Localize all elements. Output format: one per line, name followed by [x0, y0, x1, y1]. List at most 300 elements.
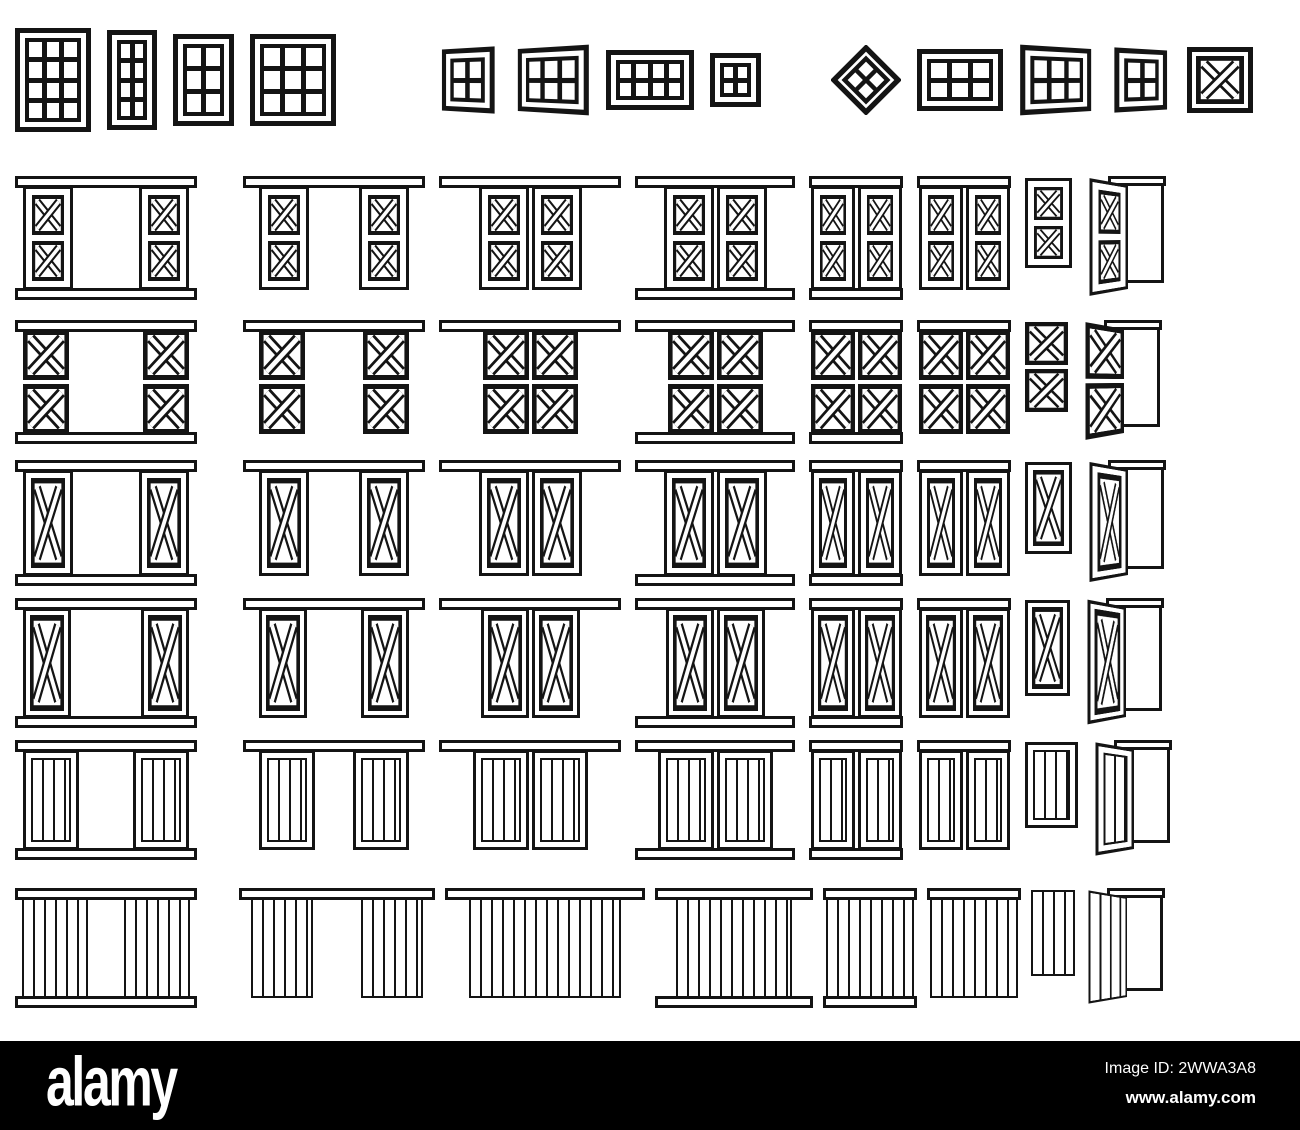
door-leaves: [811, 186, 902, 290]
shutters-two-stacked-x-boxes--single-shutter: [1025, 320, 1068, 412]
shutter-door: [664, 186, 714, 290]
door-leaves: [811, 750, 902, 850]
window-pane: [738, 83, 747, 94]
window-grid-3x4: [15, 28, 91, 132]
window-pane: [121, 44, 130, 58]
window-grid: [183, 44, 224, 116]
shutter-door: [811, 608, 855, 718]
x-brace-icon: [363, 384, 409, 434]
shutters-single-x-tall--single-shutter: [1025, 598, 1070, 696]
shutter-door: [259, 330, 305, 434]
shutter-door: [919, 750, 963, 850]
window-pane: [724, 67, 733, 78]
x-brace-icon: [483, 330, 529, 380]
door-leaves: [483, 330, 578, 434]
window-grid: [616, 60, 684, 100]
shutter-door: [717, 608, 765, 718]
window-pane: [636, 64, 647, 78]
window-pane: [469, 83, 481, 99]
shutter-door: [23, 608, 71, 718]
open-door-leaf: [1087, 600, 1126, 725]
x-brace-icon: [966, 384, 1010, 434]
window-pane: [135, 83, 144, 97]
x-brace-icon: [1095, 609, 1121, 715]
window-pane: [135, 44, 144, 58]
shutters-vertical-planks-framed--pair-open-header-and-sill: [15, 740, 197, 860]
shutter-door: [966, 330, 1010, 434]
shutter-door: [1088, 890, 1127, 1003]
shutters-vertical-planks-framed--door-open-angled: [1092, 740, 1172, 856]
door-leaves: [251, 898, 423, 998]
shutter-door: [259, 470, 309, 576]
shutters-single-x-tall--pair-closed-short-rails: [809, 598, 903, 728]
window-pane: [306, 48, 322, 66]
shutter-door: [966, 608, 1010, 718]
x-brace-icon: [32, 195, 64, 235]
x-brace-icon: [858, 384, 902, 434]
x-brace-icon: [532, 330, 578, 380]
alamy-logo: alamy: [46, 1042, 176, 1120]
x-brace-icon: [819, 478, 847, 568]
shutters-single-x-framed--pair-open-header-only: [243, 460, 425, 574]
window-pane: [187, 94, 201, 112]
shutters-single-x-tall--pair-open-header-only: [243, 598, 425, 716]
window-pane: [29, 103, 42, 118]
x-brace-icon: [488, 615, 522, 711]
x-brace-icon: [919, 384, 963, 434]
door-leaves: [919, 750, 1010, 850]
shutters-two-inset-x-panels--pair-closed-short-rails: [809, 176, 903, 300]
shutters-single-x-tall--pair-closed-header-only: [439, 598, 621, 716]
x-brace-icon: [726, 241, 758, 281]
window-grid: [927, 59, 993, 101]
shutters-two-stacked-x-boxes--pair-open-header-only: [243, 320, 425, 432]
shutters-single-x-tall--door-open-angled: [1084, 598, 1164, 724]
x-brace-icon: [1034, 187, 1063, 220]
shutter-door: [259, 608, 307, 718]
x-brace-icon: [268, 195, 300, 235]
x-brace-icon: [966, 330, 1010, 380]
window-pane: [952, 63, 968, 78]
shutter-door: [479, 186, 529, 290]
rail-board: [809, 716, 903, 728]
window-pane: [1144, 63, 1155, 77]
x-brace-icon: [487, 478, 521, 568]
x-brace-icon: [975, 241, 1001, 281]
alamy-watermark-bar: [0, 1041, 1300, 1130]
shutters-single-x-tall--pair-closed-short-header: [917, 598, 1011, 716]
x-brace-icon: [919, 330, 963, 380]
x-brace-icon: [865, 615, 895, 711]
x-brace-icon: [483, 384, 529, 434]
window-pane: [29, 42, 42, 57]
open-door-leaf: [1095, 742, 1134, 855]
shutters-two-stacked-x-boxes--door-open-angled: [1082, 320, 1162, 440]
x-brace-icon: [148, 241, 180, 281]
x-brace-icon: [532, 384, 578, 434]
door-leaves: [664, 186, 767, 290]
door-leaves: [826, 898, 914, 998]
x-brace-icon: [858, 330, 902, 380]
plank-panel: [725, 758, 765, 842]
window-pane: [1034, 83, 1047, 100]
x-brace-icon: [811, 384, 855, 434]
doors-vertical-planks--pair-open-header-and-sill: [15, 888, 197, 1008]
door-leaves: [919, 470, 1010, 576]
shutter-door: [919, 470, 963, 576]
x-brace-icon: [668, 330, 714, 380]
x-brace-icon: [926, 615, 956, 711]
shutter-door: [811, 330, 855, 434]
shutter-door: [23, 750, 79, 850]
window-pane: [285, 94, 301, 112]
window-pane: [529, 82, 540, 98]
shutter-door: [858, 186, 902, 290]
rail-board: [635, 288, 795, 300]
window-pane: [187, 71, 201, 89]
shutter-door: [1085, 322, 1124, 440]
shutters-two-inset-x-panels--pair-closed-short-header: [917, 176, 1011, 288]
rail-board: [15, 996, 197, 1008]
door-leaves: [23, 470, 189, 576]
grid-windows-row: [15, 15, 1253, 145]
shutter-door: [353, 750, 409, 850]
x-brace-icon: [368, 241, 400, 281]
x-brace-icon: [259, 330, 305, 380]
shutters-two-stacked-x-boxes--door-open-angled: [1082, 320, 1162, 440]
open-door-leaf: [1089, 178, 1128, 296]
plank-panel: [927, 758, 955, 842]
rail-board: [635, 432, 795, 444]
shutter-door: [361, 608, 409, 718]
door-leaves: [658, 750, 773, 850]
shutter-door: [1089, 462, 1128, 582]
window-pane: [264, 94, 280, 112]
rail-board: [823, 996, 917, 1008]
window-pane: [206, 71, 220, 89]
window-pane: [653, 83, 664, 97]
shutters-single-x-tall--pair-closed-header-and-sill: [635, 598, 795, 728]
rail-board: [809, 432, 903, 444]
x-brace-icon: [259, 384, 305, 434]
x-brace-icon: [266, 615, 300, 711]
window-pane: [206, 94, 220, 112]
shutters-vertical-planks-framed--pair-closed-header-and-sill: [635, 740, 795, 860]
window-pane: [64, 62, 77, 77]
window-pane: [135, 102, 144, 116]
door-leaves: [930, 898, 1018, 998]
window-pane: [545, 61, 557, 78]
window-pane: [47, 62, 60, 77]
alamy-url-text: www.alamy.com: [1125, 1088, 1256, 1107]
shutters-two-inset-x-panels--pair-closed-header-only: [439, 176, 621, 288]
rail-board: [809, 848, 903, 860]
plank-panel: [267, 758, 307, 842]
x-brace-icon: [717, 330, 763, 380]
doors-vertical-planks--door-open-angled: [1085, 888, 1165, 1004]
x-brace-icon: [23, 330, 69, 380]
image-meta: [1105, 1054, 1256, 1112]
shutter-door: [124, 898, 190, 998]
open-door-leaf: [1085, 322, 1124, 440]
shutters-vertical-planks-framed--pair-closed-short-rails: [809, 740, 903, 860]
x-brace-icon: [867, 195, 893, 235]
window-pane: [1144, 82, 1155, 96]
window-pane: [738, 67, 747, 78]
window-grid: [260, 44, 326, 116]
door-leaves: [664, 470, 767, 576]
window-pane: [973, 63, 989, 78]
rail-board: [635, 848, 795, 860]
shutter-door: [363, 330, 409, 434]
x-brace-icon: [928, 241, 954, 281]
x-brace-icon: [1196, 56, 1244, 104]
x-brace-icon: [726, 195, 758, 235]
window-pane: [47, 83, 60, 98]
shutter-door: [919, 608, 963, 718]
plank-panel: [141, 758, 181, 842]
shutter-door: [717, 470, 767, 576]
x-brace-icon: [928, 195, 954, 235]
x-brace-icon: [724, 615, 758, 711]
door-leaves: [259, 750, 409, 850]
shutter-door: [361, 898, 423, 998]
window-pane: [206, 48, 220, 66]
shutter-door: [483, 330, 529, 434]
x-brace-icon: [1098, 472, 1122, 571]
window-pane: [64, 83, 77, 98]
window-pane: [1052, 82, 1064, 99]
window-pane: [306, 71, 322, 89]
shutter-door: [23, 186, 73, 290]
x-brace-icon: [975, 195, 1001, 235]
x-brace-icon: [974, 478, 1002, 568]
rail-board: [15, 574, 197, 586]
x-brace-icon: [1025, 322, 1068, 365]
shutter-door: [133, 750, 189, 850]
x-brace-icon: [811, 330, 855, 380]
window-grid: [25, 38, 81, 122]
window-pane: [29, 62, 42, 77]
x-brace-icon: [147, 478, 181, 568]
door-leaves: [23, 750, 189, 850]
shutter-door: [717, 750, 773, 850]
window-pane: [724, 83, 733, 94]
rail-board: [655, 996, 813, 1008]
shutters-two-inset-x-panels--pair-open-header-and-sill: [15, 176, 197, 300]
window-grid-3x2-tilted-right: [1020, 45, 1091, 116]
image-id-text: Image ID: 2WWA3A8: [1104, 1060, 1256, 1077]
door-leaves: [481, 608, 580, 718]
window-grid: [117, 40, 147, 120]
shutter-door: [811, 186, 855, 290]
window-pane: [1068, 82, 1079, 98]
window-pane: [121, 63, 130, 77]
shutter-door: [658, 750, 714, 850]
shutter-door: [858, 470, 902, 576]
shutter-door: [473, 750, 529, 850]
window-pane: [562, 83, 575, 100]
shutters-vertical-planks-framed--door-open-angled: [1092, 740, 1172, 856]
x-brace-icon: [927, 478, 955, 568]
rail-board: [15, 716, 197, 728]
window-grid: [526, 56, 579, 104]
shutter-door: [259, 750, 315, 850]
doors-vertical-planks--pair-closed-short-header: [927, 888, 1021, 996]
doors-vertical-planks--pair-closed-header-and-sill: [655, 888, 813, 1008]
window-pane: [669, 83, 680, 97]
shutters-single-x-framed: [15, 460, 1166, 586]
x-brace-icon: [673, 241, 705, 281]
window-pane: [931, 83, 947, 98]
shutters-single-x-tall--pair-open-header-and-sill: [15, 598, 197, 728]
door-leaves: [811, 608, 902, 718]
window-pane: [469, 62, 481, 78]
x-brace-icon: [673, 615, 707, 711]
shutters-two-inset-x-panels: [15, 176, 1166, 300]
shutters-single-x-tall: [15, 598, 1164, 728]
x-brace-icon: [363, 330, 409, 380]
window-pane: [285, 71, 301, 89]
shutter-door: [1025, 742, 1078, 828]
window-pane: [669, 64, 680, 78]
x-brace-icon: [32, 241, 64, 281]
window-pane: [1068, 61, 1079, 77]
shutter-door: [676, 898, 792, 998]
x-brace-icon: [973, 615, 1003, 711]
window-pane: [620, 83, 631, 97]
shutter-door: [668, 330, 714, 434]
shutters-two-stacked-x-boxes--pair-closed-short-rails: [809, 320, 903, 444]
shutters-two-stacked-x-boxes--pair-closed-header-and-sill: [635, 320, 795, 444]
x-brace-icon: [1099, 190, 1121, 234]
shutter-door: [966, 750, 1010, 850]
x-brace-icon: [143, 330, 189, 380]
door-leaves: [811, 470, 902, 576]
window-grid-3x2-tilted-left: [518, 45, 589, 116]
shutter-door: [811, 750, 855, 850]
x-brace-icon: [818, 615, 848, 711]
window-pane: [454, 62, 465, 77]
shutter-door: [1025, 462, 1072, 554]
window-crossbuck-square: [1187, 47, 1253, 113]
shutters-vertical-planks-framed--pair-closed-short-header: [917, 740, 1011, 848]
shutters-two-stacked-x-boxes--pair-closed-short-header: [917, 320, 1011, 432]
shutter-door: [141, 608, 189, 718]
door-leaves: [666, 608, 765, 718]
door-leaves: [469, 898, 621, 998]
shutter-door: [259, 186, 309, 290]
shutter-door: [532, 186, 582, 290]
shutter-door: [23, 330, 69, 434]
x-brace-icon: [148, 195, 180, 235]
shutter-door: [1025, 178, 1072, 268]
door-leaves: [259, 608, 409, 718]
doors-vertical-planks--door-open-angled: [1085, 888, 1165, 1004]
x-brace-icon: [866, 478, 894, 568]
door-leaves: [919, 608, 1010, 718]
window-grid-3x3: [250, 34, 336, 126]
door-leaves: [22, 898, 190, 998]
shutters-vertical-planks-framed--single-shutter: [1025, 740, 1078, 828]
window-pane: [29, 83, 42, 98]
x-brace-icon: [367, 478, 401, 568]
shutter-door: [532, 330, 578, 434]
rail-board: [15, 432, 197, 444]
shutter-door: [858, 750, 902, 850]
window-pane: [306, 94, 322, 112]
plank-panel: [666, 758, 706, 842]
shutter-door: [966, 470, 1010, 576]
plank-panel: [1104, 753, 1128, 846]
door-leaves: [23, 186, 189, 290]
shutters-vertical-planks-framed--pair-closed-header-only: [439, 740, 621, 848]
shutter-door: [479, 470, 529, 576]
plank-panel: [819, 758, 847, 842]
x-brace-icon: [541, 195, 573, 235]
x-brace-icon: [1033, 470, 1064, 546]
x-brace-icon: [267, 478, 301, 568]
x-brace-icon: [1099, 240, 1121, 284]
window-pane: [620, 64, 631, 78]
door-leaves: [811, 330, 902, 434]
window-pane: [64, 42, 77, 57]
window-pane: [454, 82, 465, 97]
shutter-door: [666, 608, 714, 718]
plank-panel: [361, 758, 401, 842]
door-leaves: [479, 186, 582, 290]
x-brace-icon: [668, 384, 714, 434]
shutter-door: [359, 186, 409, 290]
shutters-two-stacked-x-boxes--pair-open-header-and-sill: [15, 320, 197, 444]
window-pane: [931, 63, 947, 78]
shutters-two-inset-x-panels--pair-open-header-only: [243, 176, 425, 288]
window-pane: [47, 103, 60, 118]
rail-board: [809, 574, 903, 586]
shutter-door: [1031, 890, 1075, 976]
shutter-door: [826, 898, 914, 998]
window-pane: [135, 63, 144, 77]
shutters-single-x-framed--pair-open-header-and-sill: [15, 460, 197, 586]
shutter-door: [251, 898, 313, 998]
doors-vertical-planks: [15, 888, 1165, 1008]
shutter-door: [1089, 178, 1128, 296]
shutters-two-inset-x-panels--door-open-angled: [1086, 176, 1166, 296]
shutters-two-inset-x-panels--pair-closed-header-and-sill: [635, 176, 795, 300]
x-brace-icon: [31, 478, 65, 568]
shutter-door: [532, 608, 580, 718]
x-brace-icon: [867, 241, 893, 281]
shutters-two-inset-x-panels--door-open-angled: [1086, 176, 1166, 296]
x-brace-icon: [725, 478, 759, 568]
window-pane: [121, 83, 130, 97]
x-brace-icon: [23, 384, 69, 434]
shutter-door: [858, 608, 902, 718]
plank-panel: [540, 758, 580, 842]
shutter-door: [22, 898, 88, 998]
window-diamond-4-pane: [831, 45, 901, 115]
shutter-door: [811, 470, 855, 576]
x-brace-icon: [820, 195, 846, 235]
door-leaves: [668, 330, 763, 434]
x-brace-icon: [268, 241, 300, 281]
shutters-single-x-framed--pair-closed-header-only: [439, 460, 621, 574]
shutter-door: [139, 470, 189, 576]
shutter-door: [966, 186, 1010, 290]
window-grid-2x2-tilted-left: [442, 46, 495, 113]
shutter-door: [532, 750, 588, 850]
shutter-door: [532, 470, 582, 576]
